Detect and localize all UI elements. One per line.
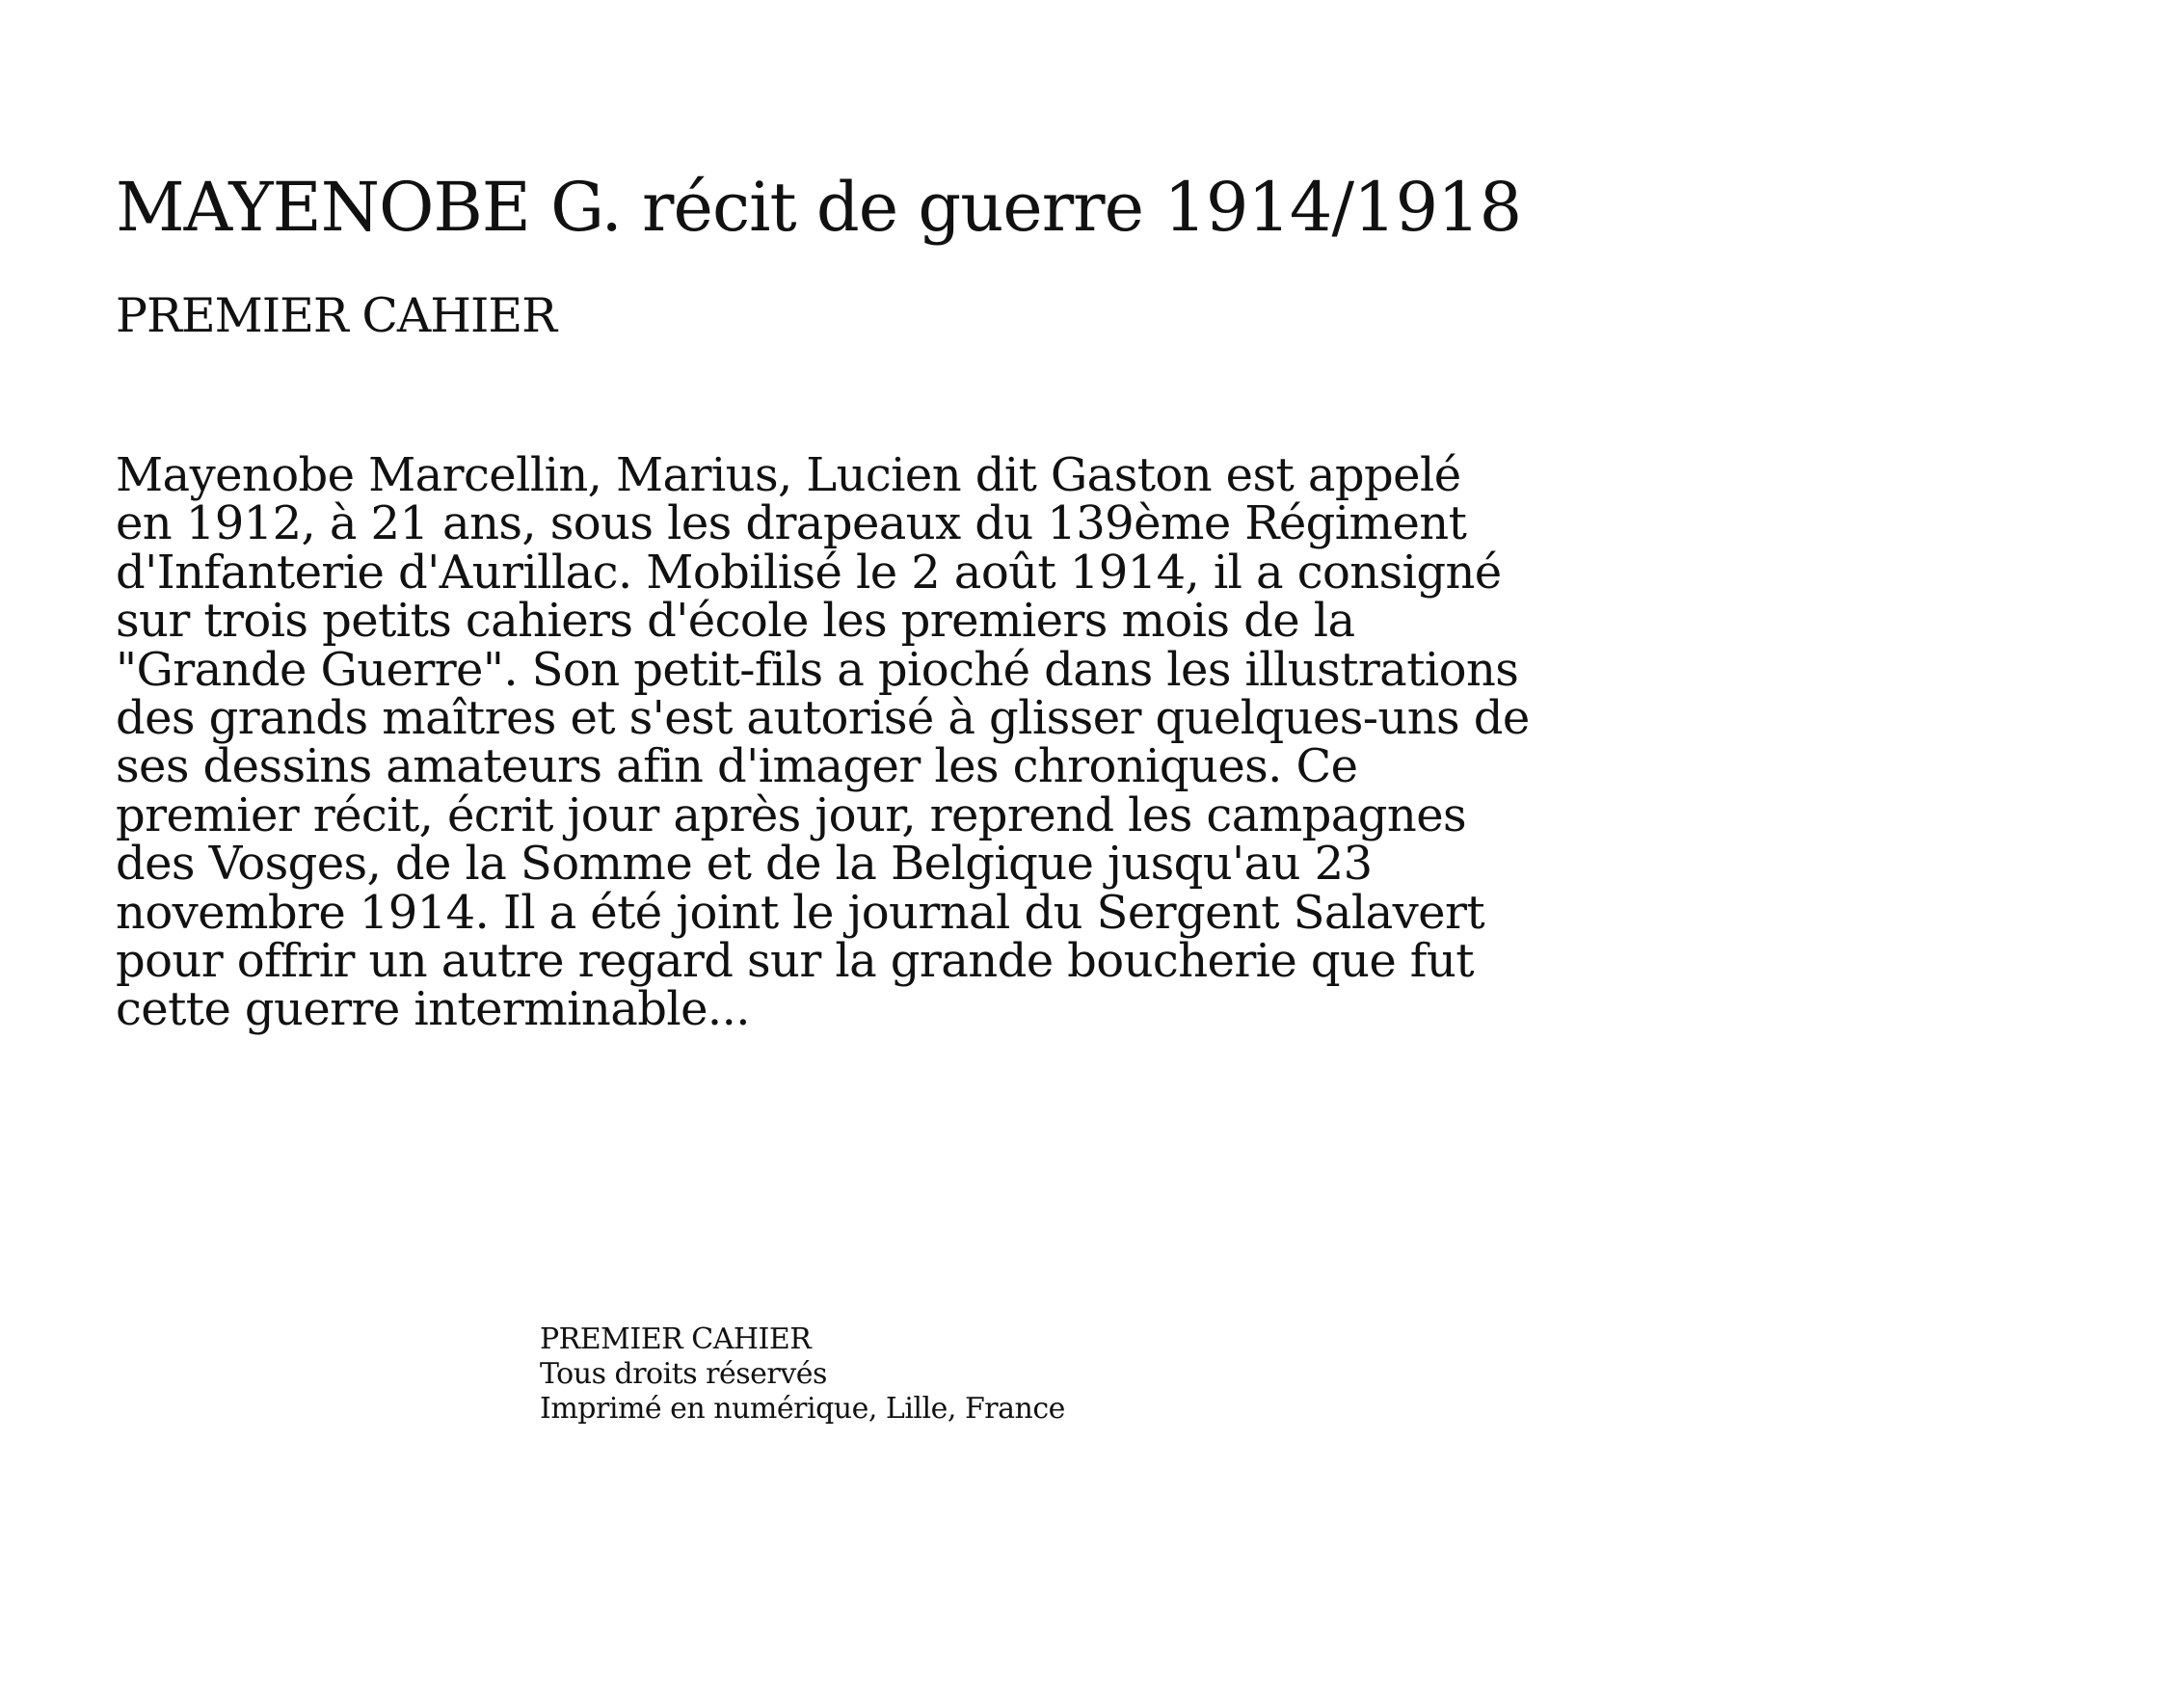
summary-line: cette guerre interminable... xyxy=(116,982,750,1037)
colophon-rights: Tous droits réservés xyxy=(540,1357,827,1391)
summary-line: Mayenobe Marcellin, Marius, Lucien dit Gaston est appelé xyxy=(116,448,1461,502)
summary-line: d'Infanterie d'Aurillac. Mobilisé le 2 août 1914, il a consigné xyxy=(116,545,1502,600)
document-subtitle: PREMIER CAHIER xyxy=(116,288,557,343)
colophon-volume: PREMIER CAHIER xyxy=(540,1322,812,1356)
summary-paragraph xyxy=(116,448,1639,1037)
summary-line: premier récit, écrit jour après jour, reprend les campagnes xyxy=(116,787,1467,842)
colophon-printing: Imprimé en numérique, Lille, France xyxy=(540,1392,1065,1426)
summary-line: ses dessins amateurs afin d'imager les chroniques. Ce xyxy=(116,739,1358,794)
summary-line: novembre 1914. Il a été joint le journal du Sergent Salavert xyxy=(116,885,1485,940)
summary-line: des grands maîtres et s'est autorisé à glisser quelques-uns de xyxy=(116,691,1530,746)
summary-line: en 1912, à 21 ans, sous les drapeaux du 139ème Régiment xyxy=(116,496,1467,551)
summary-line: "Grande Guerre". Son petit-fils a pioché dans les illustrations xyxy=(116,642,1519,697)
colophon xyxy=(540,1322,1065,1427)
summary-line: pour offrir un autre regard sur la grande boucherie que fut xyxy=(116,934,1474,989)
summary-line: des Vosges, de la Somme et de la Belgique jusqu'au 23 xyxy=(116,837,1373,892)
summary-line: sur trois petits cahiers d'école les premiers mois de la xyxy=(116,594,1355,649)
document-title: MAYENOBE G. récit de guerre 1914/1918 xyxy=(116,168,1522,247)
